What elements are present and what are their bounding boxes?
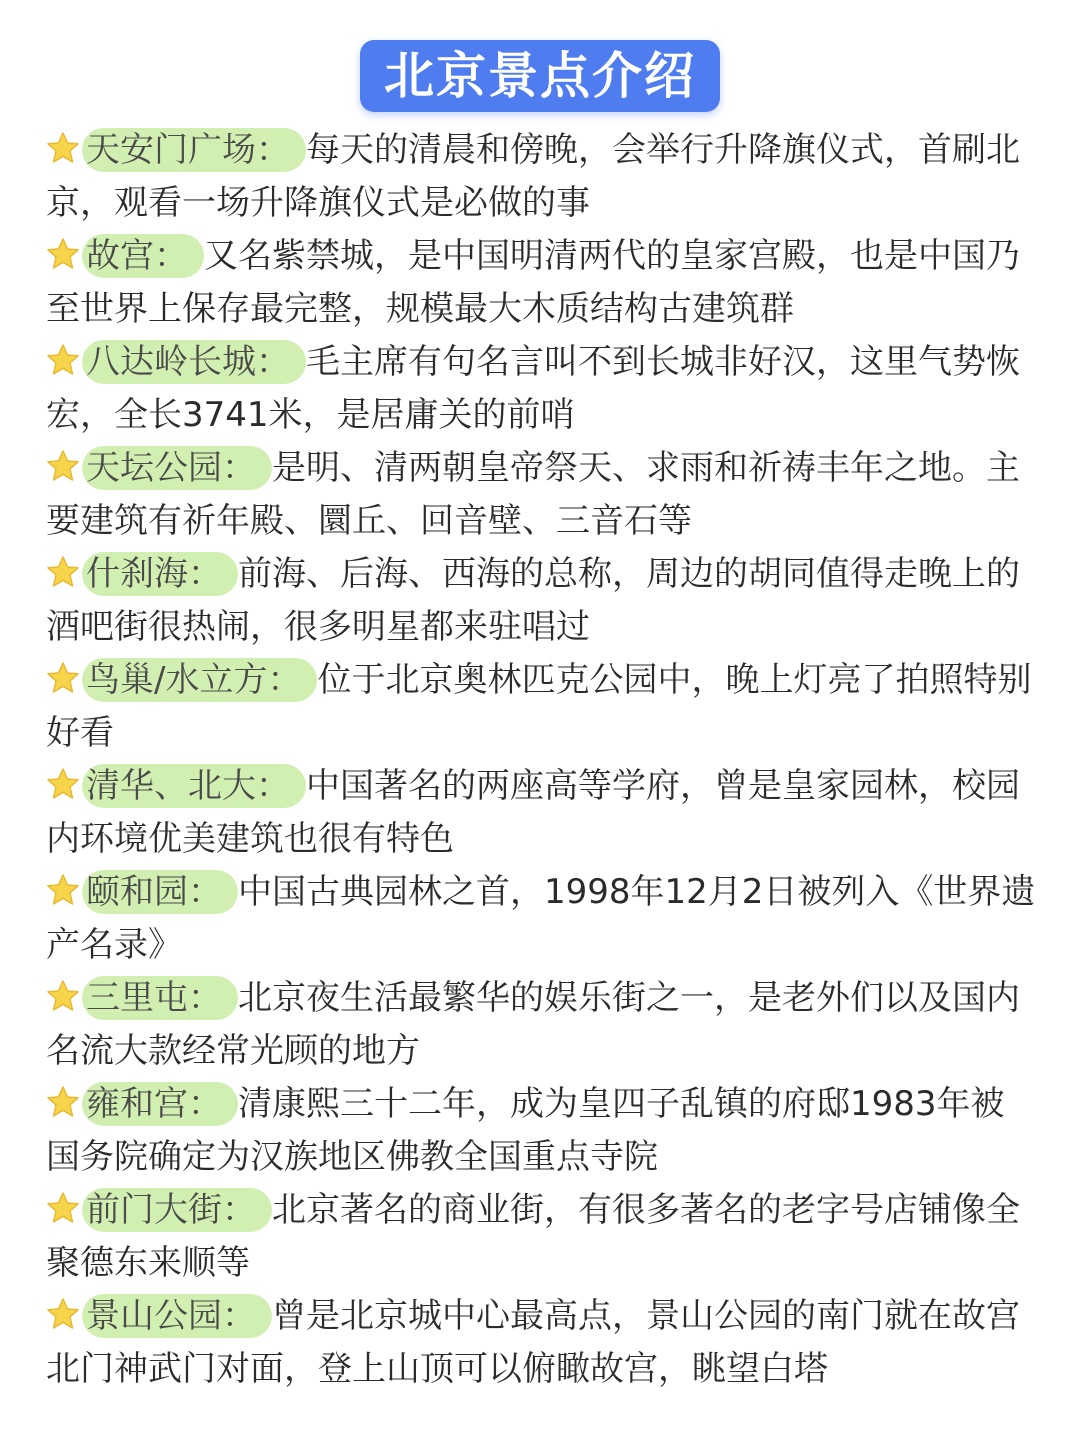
attraction-name: 景山公园： — [82, 1294, 272, 1338]
attraction-description: 每天的清晨和傍晚，会举行升降旗仪式，首刷北京，观看一场升降旗仪式是必做的事 — [46, 130, 1020, 223]
list-item — [46, 124, 1036, 230]
list-item — [46, 442, 1036, 548]
list-item — [46, 336, 1036, 442]
list-item — [46, 1078, 1036, 1184]
list-item — [46, 760, 1036, 866]
attraction-name: 三里屯： — [82, 976, 238, 1020]
list-item — [46, 230, 1036, 336]
list-item — [46, 866, 1036, 972]
attraction-name: 鸟巢/水立方： — [82, 658, 317, 702]
attraction-name: 故宫： — [82, 234, 204, 278]
star-icon — [46, 979, 80, 1013]
attraction-name: 清华、北大： — [82, 764, 306, 808]
star-icon — [46, 237, 80, 271]
star-icon — [46, 1191, 80, 1225]
attraction-description: 曾是北京城中心最高点，景山公园的南门就在故宫北门神武门对面，登上山顶可以俯瞰故宫，眺望白塔 — [46, 1296, 1020, 1389]
attraction-description: 中国古典园林之首，1998年12月2日被列入《世界遗产名录》 — [46, 872, 1036, 965]
star-icon — [46, 1297, 80, 1331]
attraction-description: 清康熙三十二年，成为皇四子乱镇的府邸1983年被国务院确定为汉族地区佛教全国重点寺院 — [46, 1084, 1005, 1177]
attraction-name: 天安门广场： — [82, 128, 306, 172]
star-icon — [46, 131, 80, 165]
attraction-description: 中国著名的两座高等学府，曾是皇家园林，校园内环境优美建筑也很有特色 — [46, 766, 1020, 859]
attraction-name: 什刹海： — [82, 552, 238, 596]
star-icon — [46, 449, 80, 483]
list-item — [46, 548, 1036, 654]
attraction-description: 是明、清两朝皇帝祭天、求雨和祈祷丰年之地。主要建筑有祈年殿、圜丘、回音壁、三音石等 — [46, 448, 1020, 541]
attraction-description: 前海、后海、西海的总称，周边的胡同值得走晚上的酒吧街很热闹，很多明星都来驻唱过 — [46, 554, 1020, 647]
attraction-name: 天坛公园： — [82, 446, 272, 490]
attraction-description: 北京夜生活最繁华的娱乐街之一，是老外们以及国内名流大款经常光顾的地方 — [46, 978, 1020, 1071]
star-icon — [46, 1085, 80, 1119]
attraction-description: 北京著名的商业街，有很多著名的老字号店铺像全聚德东来顺等 — [46, 1190, 1020, 1283]
attraction-name: 颐和园： — [82, 870, 238, 914]
attraction-name: 雍和宫： — [82, 1082, 238, 1126]
list-item — [46, 972, 1036, 1078]
attraction-name: 八达岭长城： — [82, 340, 306, 384]
star-icon — [46, 767, 80, 801]
page-title: 北京景点介绍 — [360, 40, 720, 112]
list-item — [46, 654, 1036, 760]
star-icon — [46, 661, 80, 695]
list-item — [46, 1184, 1036, 1290]
star-icon — [46, 343, 80, 377]
title-bar — [0, 40, 1080, 112]
star-icon — [46, 873, 80, 907]
attraction-list — [46, 124, 1036, 1396]
attraction-description: 位于北京奥林匹克公园中，晚上灯亮了拍照特别好看 — [46, 660, 1032, 753]
attraction-description: 毛主席有句名言叫不到长城非好汉，这里气势恢宏，全长3741米，是居庸关的前哨 — [46, 342, 1020, 435]
list-item — [46, 1290, 1036, 1396]
attraction-description: 又名紫禁城，是中国明清两代的皇家宫殿，也是中国乃至世界上保存最完整，规模最大木质结构古建筑群 — [46, 236, 1020, 329]
star-icon — [46, 555, 80, 589]
attraction-name: 前门大街： — [82, 1188, 272, 1232]
